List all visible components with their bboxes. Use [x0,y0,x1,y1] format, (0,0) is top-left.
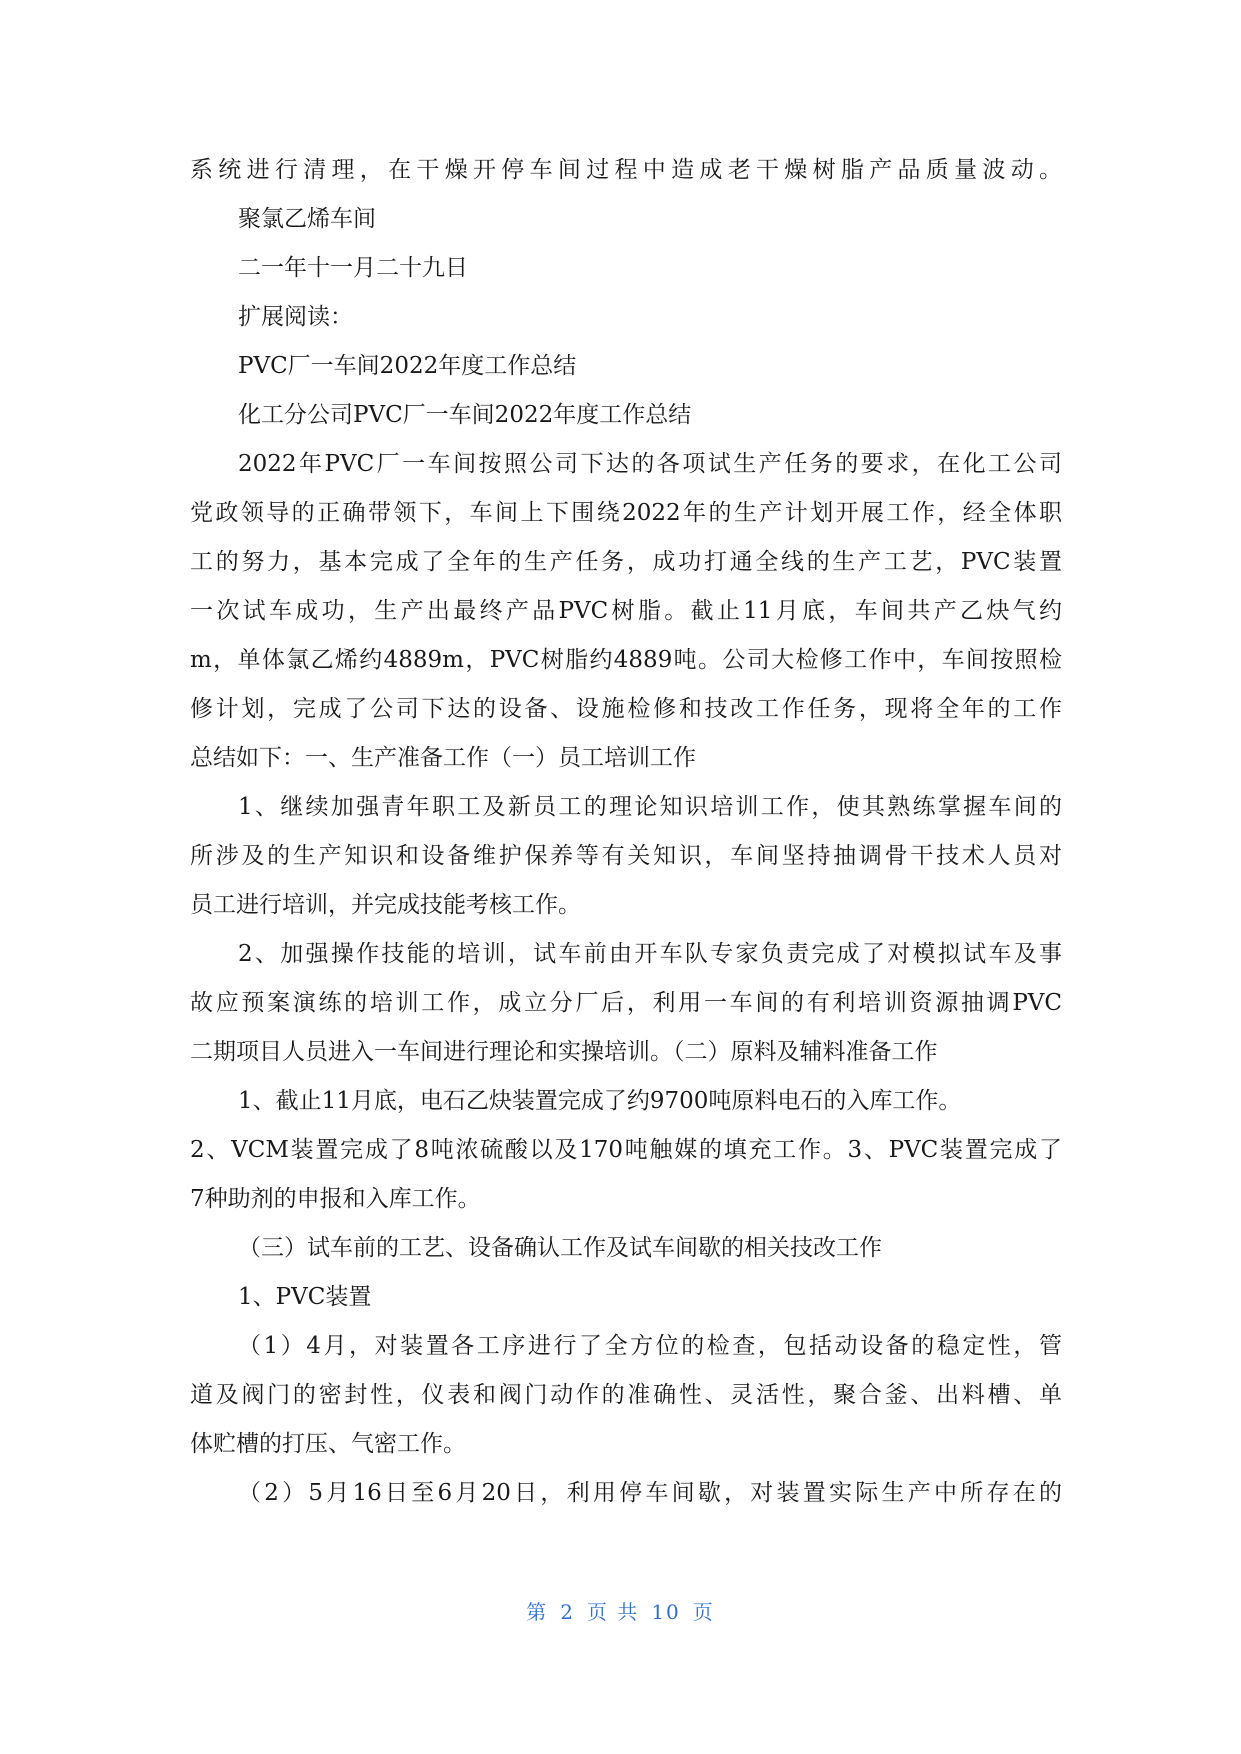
paragraph-line: 修计划，完成了公司下达的设备、设施检修和技改工作任务，现将全年的工作 [190,696,1062,722]
paragraph-line: 1、截止11月底，电石乙炔装置完成了约9700吨原料电石的入库工作。 [238,1088,962,1114]
paragraph-line: 1、继续加强青年职工及新员工的理论知识培训工作，使其熟练掌握车间的 [238,794,1062,820]
paragraph-line: 所涉及的生产知识和设备维护保养等有关知识，车间坚持抽调骨干技术人员对 [190,843,1062,869]
section-title: PVC厂一车间2022年度工作总结 [238,353,577,379]
department-signature: 聚氯乙烯车间 [238,206,376,232]
paragraph-line: 7种助剂的申报和入库工作。 [190,1186,481,1212]
footer-suffix: 页 [692,1600,715,1624]
extended-reading-label: 扩展阅读： [238,304,353,330]
section-subtitle: 化工分公司PVC厂一车间2022年度工作总结 [238,402,692,428]
paragraph-line: 党政领导的正确带领下，车间上下围绕2022年的生产计划开展工作，经全体职 [190,500,1062,526]
current-page-number: 2 [560,1600,575,1624]
footer-mid: 页 共 [586,1600,640,1624]
paragraph-line: 2、加强操作技能的培训，试车前由开车队专家负责完成了对模拟试车及事 [238,941,1062,967]
paragraph-line: 体贮槽的打压、气密工作。 [190,1431,466,1457]
paragraph-line: 系统进行清理，在干燥开停车间过程中造成老干燥树脂产品质量波动。 [190,157,1062,183]
subsection-heading: 1、PVC装置 [238,1284,372,1310]
subsection-heading: （三）试车前的工艺、设备确认工作及试车间歇的相关技改工作 [238,1235,882,1261]
page-footer [0,1596,1241,1625]
paragraph-line: （1）4月，对装置各工序进行了全方位的检查，包括动设备的稳定性，管 [238,1333,1062,1359]
total-page-count: 10 [651,1600,681,1624]
paragraph-line: （2）5月16日至6月20日，利用停车间歇，对装置实际生产中所存在的 [238,1480,1062,1506]
paragraph-line: 员工进行培训，并完成技能考核工作。 [190,892,581,918]
paragraph-line: 故应预案演练的培训工作，成立分厂后，利用一车间的有利培训资源抽调PVC [190,990,1062,1016]
paragraph-line: 一次试车成功，生产出最终产品PVC树脂。截止11月底，车间共产乙炔气约 [190,598,1062,624]
paragraph-line: 总结如下：一、生产准备工作（一）员工培训工作 [190,745,696,771]
paragraph-line: 2022年PVC厂一车间按照公司下达的各项试生产任务的要求，在化工公司 [238,451,1062,477]
paragraph-line: 二期项目人员进入一车间进行理论和实操培训。（二）原料及辅料准备工作 [190,1039,938,1065]
document-body [190,146,1062,1518]
footer-prefix: 第 [526,1600,549,1624]
document-date: 二一年十一月二十九日 [238,255,468,281]
paragraph-line: m，单体氯乙烯约4889m，PVC树脂约4889吨。公司大检修工作中，车间按照检 [190,647,1062,673]
paragraph-line: 工的努力，基本完成了全年的生产任务，成功打通全线的生产工艺，PVC装置 [190,549,1062,575]
paragraph-line: 道及阀门的密封性，仪表和阀门动作的准确性、灵活性，聚合釜、出料槽、单 [190,1382,1062,1408]
paragraph-line: 2、VCM装置完成了8吨浓硫酸以及170吨触媒的填充工作。3、PVC装置完成了 [190,1137,1062,1163]
